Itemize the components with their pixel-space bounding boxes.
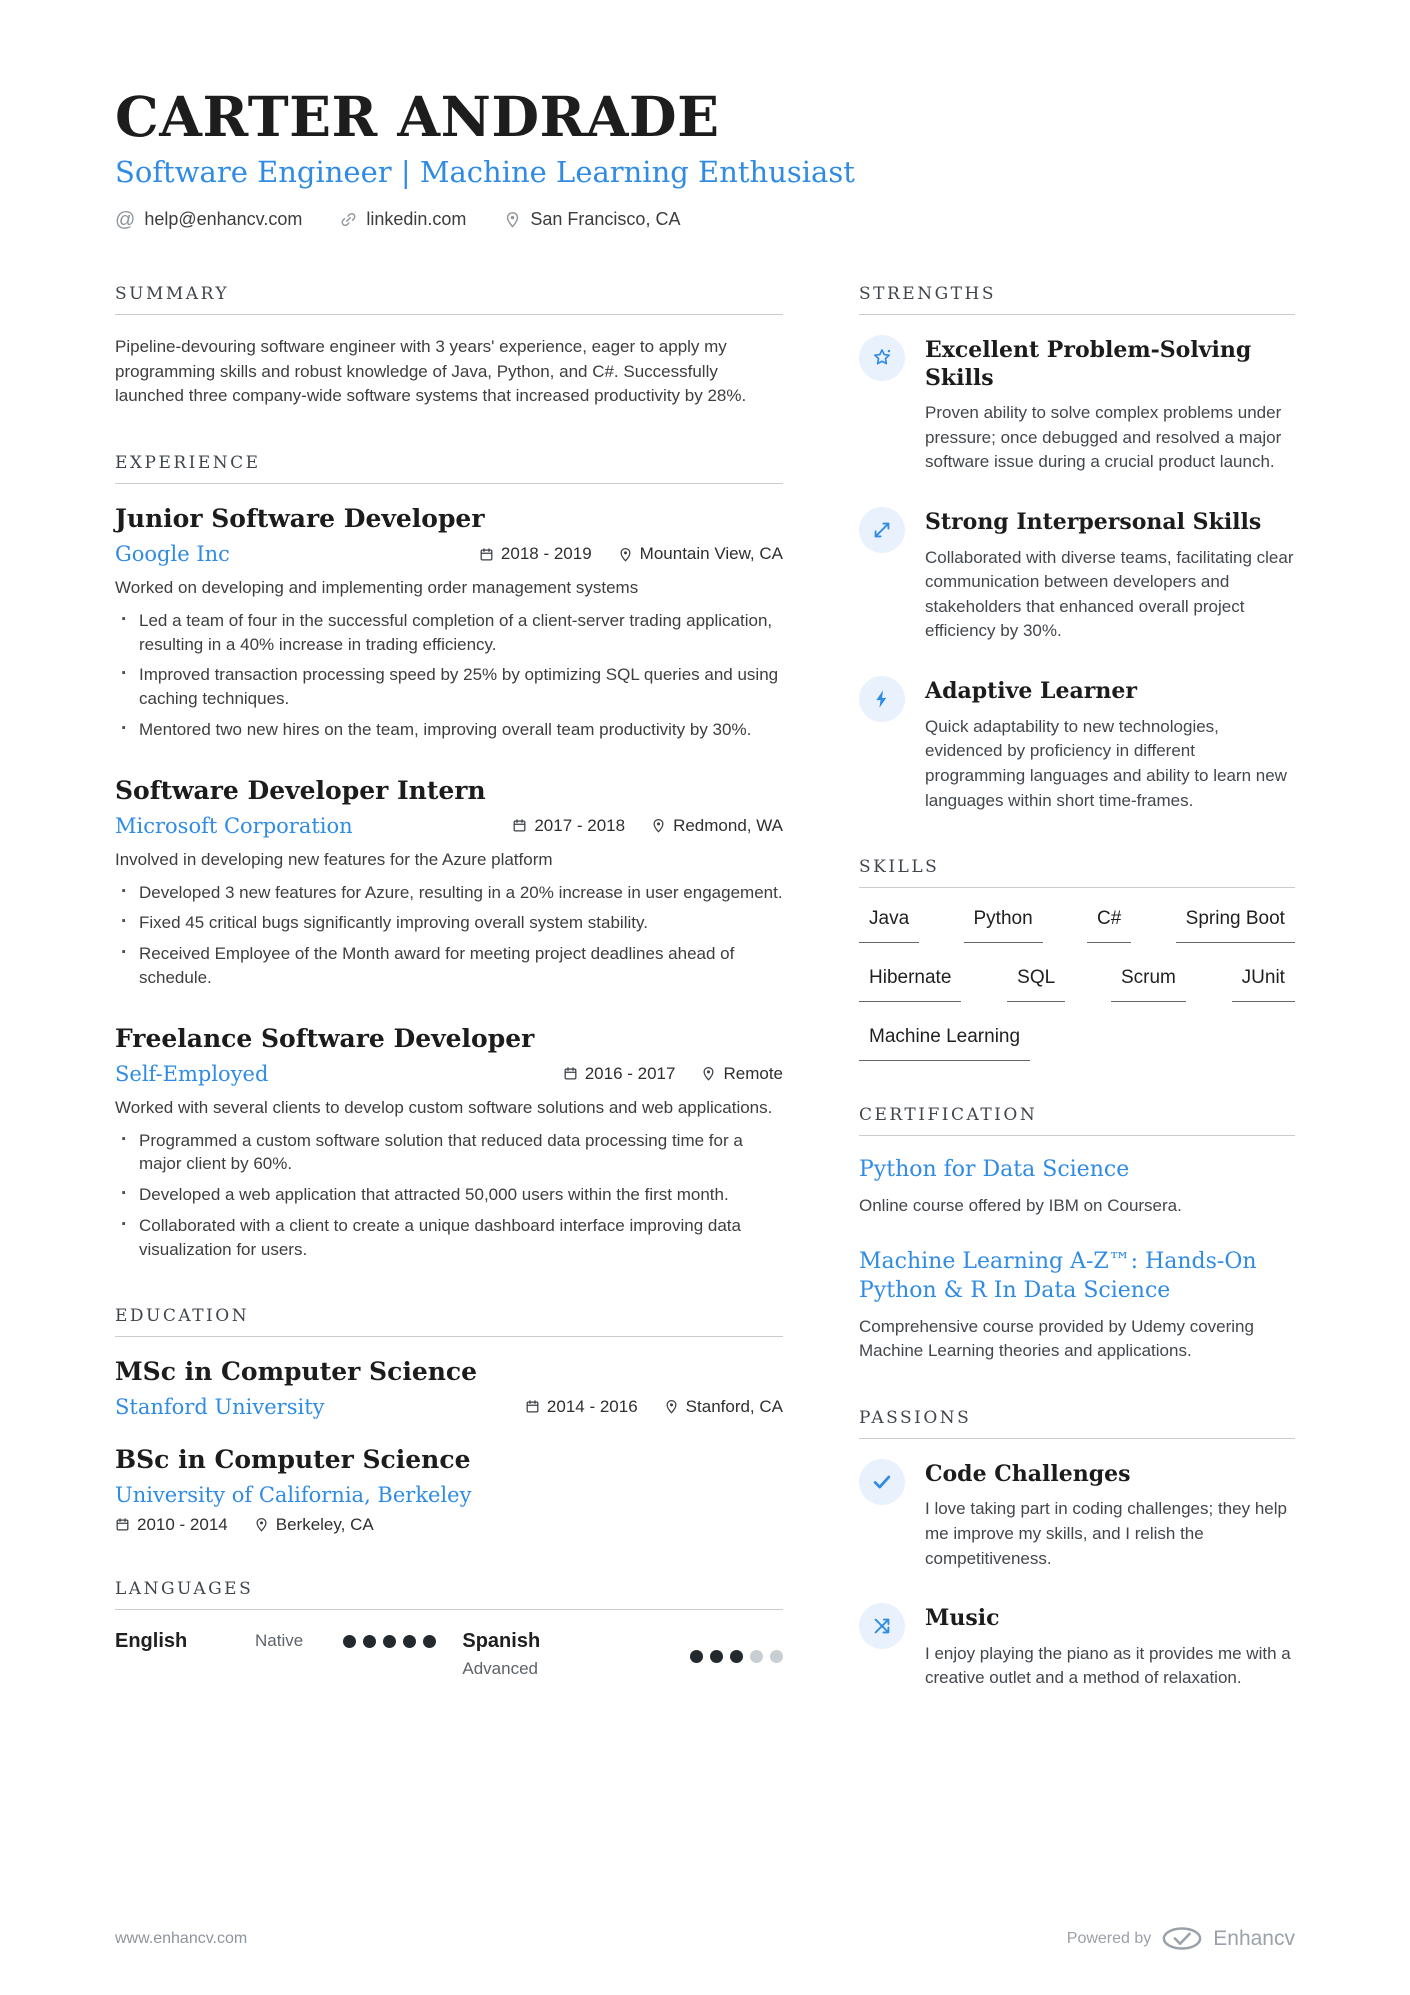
- education-subheader: [115, 1483, 783, 1535]
- job-subheader: [115, 1062, 783, 1086]
- location-text: Stanford, CA: [685, 1396, 783, 1416]
- company-name: Self-Employed: [115, 1061, 269, 1086]
- location-icon: [254, 1517, 269, 1532]
- job-description: Worked with several clients to develop custom software solutions and web applications.: [115, 1097, 773, 1117]
- contact-row: [115, 209, 1295, 230]
- job-title: Junior Software Developer: [115, 504, 485, 534]
- education-location: [254, 1515, 374, 1535]
- strength-text: Proven ability to solve complex problems under pressure; once debugged and resolved a major software issue during a crucial product launch.: [925, 403, 1282, 472]
- bullet: · Led a team of four in the successful completion of a client-server trading application, resulting in a 40% increase in trading efficiency.: [115, 609, 783, 657]
- columns: [115, 284, 1295, 1735]
- experience-section: [115, 453, 783, 1262]
- education-item: [115, 1445, 783, 1535]
- passion-text: I enjoy playing the piano as it provides me with a creative outlet and a method of relaxation.: [925, 1643, 1291, 1688]
- education-subheader: [115, 1395, 783, 1419]
- certification-title: Machine Learning A-Z™: Hands-On Python & R In Data Science: [859, 1249, 1257, 1303]
- dates-text: 2018 - 2019: [500, 544, 592, 564]
- bullet: · Developed a web application that attracted 50,000 users within the first month.: [115, 1183, 783, 1207]
- job-meta: [512, 816, 783, 836]
- job-subheader: [115, 542, 783, 566]
- calendar-icon: [115, 1517, 130, 1532]
- strength-item: [859, 676, 1295, 813]
- language-item: [462, 1630, 783, 1679]
- skill-tag: Spring Boot: [1176, 908, 1295, 943]
- section-heading: SKILLS: [859, 857, 1295, 888]
- job-meta: [563, 1064, 783, 1084]
- proficiency-dots: [343, 1635, 436, 1648]
- music-icon: [859, 1603, 905, 1649]
- passion-item: [859, 1603, 1295, 1691]
- certification-title: Python for Data Science: [859, 1157, 1130, 1183]
- resume-header: [115, 84, 1295, 231]
- certification-section: [859, 1105, 1295, 1364]
- degree-title: BSc in Computer Science: [115, 1444, 471, 1474]
- passion-title: Music: [925, 1605, 1000, 1632]
- job-dates: [563, 1064, 676, 1084]
- language-item: [115, 1630, 436, 1653]
- summary-section: [115, 284, 783, 409]
- strength-title: Excellent Problem-Solving Skills: [925, 337, 1252, 391]
- experience-item: [115, 1024, 783, 1262]
- job-description: Involved in developing new features for the Azure platform: [115, 849, 553, 869]
- skills-list: [859, 908, 1295, 1061]
- summary-text: Pipeline-devouring software engineer with 3 years' experience, eager to apply my programming skills and robust knowledge of Java, Python, and C#. Successfully launched three company-wide software systems that increased productivity by 28%.: [115, 337, 747, 406]
- passion-item: [859, 1459, 1295, 1571]
- calendar-icon: [512, 818, 527, 833]
- strength-text: Quick adaptability to new technologies, evidenced by proficiency in different programming languages and ability to learn new languages within short time-frames.: [925, 716, 1287, 810]
- certification-text: Online course offered by IBM on Coursera.: [859, 1195, 1182, 1215]
- location-text: Remote: [723, 1063, 783, 1083]
- location-icon: [701, 1066, 716, 1081]
- skill-tag: Java: [859, 908, 919, 943]
- strength-text: Collaborated with diverse teams, facilitating clear communication between developers and stakeholders that enhanced overall project efficiency by 30%.: [925, 547, 1294, 641]
- location-icon: [618, 547, 633, 562]
- job-bullets: [115, 881, 783, 990]
- language-name: English: [115, 1629, 188, 1652]
- section-heading: STRENGTHS: [859, 284, 1295, 315]
- school-name: University of California, Berkeley: [115, 1482, 472, 1507]
- bolt-icon: [859, 676, 905, 722]
- strength-item: [859, 335, 1295, 475]
- location-text: Redmond, WA: [673, 815, 783, 835]
- job-location: [701, 1064, 783, 1084]
- calendar-icon: [525, 1399, 540, 1414]
- degree-title: MSc in Computer Science: [115, 1356, 478, 1386]
- linkedin-text: linkedin.com: [366, 209, 467, 230]
- skill-tag: JUnit: [1232, 967, 1295, 1002]
- language-name: Spanish: [462, 1629, 541, 1652]
- person-title: Software Engineer | Machine Learning Enthusiast: [115, 154, 855, 189]
- calendar-icon: [563, 1066, 578, 1081]
- linkedin-link[interactable]: [340, 209, 466, 230]
- dates-text: 2016 - 2017: [584, 1063, 676, 1083]
- section-heading: EDUCATION: [115, 1306, 783, 1337]
- proficiency-dots: [690, 1635, 783, 1679]
- bullet: · Improved transaction processing speed by 25% by optimizing SQL queries and using caching techniques.: [115, 663, 783, 711]
- link-icon: [340, 211, 357, 228]
- education-meta: [115, 1515, 783, 1535]
- location-text: Berkeley, CA: [275, 1514, 374, 1534]
- powered-by-text: Powered by: [1066, 1929, 1152, 1947]
- education-section: [115, 1306, 783, 1535]
- right-column: [859, 284, 1295, 1735]
- person-name: CARTER ANDRADE: [115, 84, 720, 149]
- section-heading: EXPERIENCE: [115, 453, 783, 484]
- calendar-icon: [479, 547, 494, 562]
- certification-item: [859, 1248, 1295, 1363]
- strength-title: Adaptive Learner: [925, 678, 1137, 705]
- location-text: Mountain View, CA: [639, 544, 783, 564]
- passions-section: [859, 1408, 1295, 1691]
- job-description: Worked on developing and implementing order management systems: [115, 578, 639, 598]
- dates-text: 2014 - 2016: [546, 1396, 638, 1416]
- skill-tag: C#: [1087, 908, 1131, 943]
- enhancv-logo-icon: [1161, 1926, 1203, 1951]
- email-text: help@enhancv.com: [144, 209, 303, 230]
- arrows-icon: [859, 507, 905, 553]
- skill-tag: Python: [964, 908, 1043, 943]
- languages-section: [115, 1579, 783, 1679]
- left-column: [115, 284, 783, 1722]
- languages-row: [115, 1630, 783, 1679]
- bullet: · Developed 3 new features for Azure, resulting in a 20% increase in user engagement.: [115, 881, 783, 905]
- job-title: Software Developer Intern: [115, 775, 486, 805]
- check-icon: [859, 1459, 905, 1505]
- location-icon: [651, 818, 666, 833]
- language-level: Native: [255, 1631, 304, 1651]
- education-item: [115, 1357, 783, 1419]
- education-dates: [115, 1515, 228, 1535]
- strength-item: [859, 507, 1295, 644]
- language-level: Advanced: [462, 1658, 538, 1678]
- strengths-section: [859, 284, 1295, 813]
- experience-item: [115, 504, 783, 742]
- education-meta: [525, 1397, 783, 1417]
- job-meta: [479, 544, 783, 564]
- bullet: · Collaborated with a client to create a unique dashboard interface improving data visualization for users.: [115, 1214, 783, 1262]
- section-heading: CERTIFICATION: [859, 1105, 1295, 1136]
- bullet: · Received Employee of the Month award for meeting project deadlines ahead of schedule.: [115, 942, 783, 990]
- section-heading: PASSIONS: [859, 1408, 1295, 1439]
- skill-tag: SQL: [1007, 967, 1065, 1002]
- section-heading: LANGUAGES: [115, 1579, 783, 1610]
- job-bullets: [115, 1129, 783, 1262]
- company-name: Google Inc: [115, 542, 230, 567]
- job-title: Freelance Software Developer: [115, 1023, 535, 1053]
- experience-item: [115, 776, 783, 990]
- job-location: [618, 544, 783, 564]
- job-dates: [479, 544, 592, 564]
- enhancv-site-link[interactable]: www.enhancv.com: [115, 1929, 248, 1947]
- powered-by[interactable]: [1067, 1926, 1295, 1951]
- page-footer: [115, 1896, 1295, 1995]
- at-icon: @: [115, 208, 136, 231]
- passion-text: I love taking part in coding challenges; they help me improve my skills, and I relish the competitiveness.: [925, 1499, 1287, 1568]
- passion-title: Code Challenges: [925, 1460, 1131, 1487]
- certification-item: [859, 1156, 1295, 1218]
- company-name: Microsoft Corporation: [115, 813, 353, 838]
- certification-text: Comprehensive course provided by Udemy covering Machine Learning theories and applications.: [859, 1316, 1254, 1361]
- star-icon: [859, 335, 905, 381]
- location-item: [504, 209, 680, 230]
- email-link[interactable]: [115, 209, 302, 230]
- skill-tag: Hibernate: [859, 967, 961, 1002]
- education-dates: [525, 1397, 638, 1417]
- education-location: [664, 1397, 783, 1417]
- location-text: San Francisco, CA: [530, 209, 681, 230]
- skill-tag: Machine Learning: [859, 1026, 1030, 1061]
- strength-title: Strong Interpersonal Skills: [925, 509, 1262, 536]
- job-location: [651, 816, 783, 836]
- job-subheader: [115, 814, 783, 838]
- dates-text: 2017 - 2018: [534, 815, 626, 835]
- dates-text: 2010 - 2014: [137, 1514, 228, 1534]
- skills-section: [859, 857, 1295, 1061]
- bullet: · Programmed a custom software solution that reduced data processing time for a major client by 60%.: [115, 1129, 783, 1177]
- bullet: · Mentored two new hires on the team, improving overall team productivity by 30%.: [115, 718, 783, 742]
- job-dates: [512, 816, 625, 836]
- job-bullets: [115, 609, 783, 742]
- bullet: · Fixed 45 critical bugs significantly improving overall system stability.: [115, 911, 783, 935]
- school-name: Stanford University: [115, 1394, 325, 1419]
- section-heading: SUMMARY: [115, 284, 783, 315]
- brand-name: Enhancv: [1213, 1926, 1295, 1950]
- location-icon: [504, 211, 521, 228]
- location-icon: [664, 1399, 679, 1414]
- skill-tag: Scrum: [1111, 967, 1186, 1002]
